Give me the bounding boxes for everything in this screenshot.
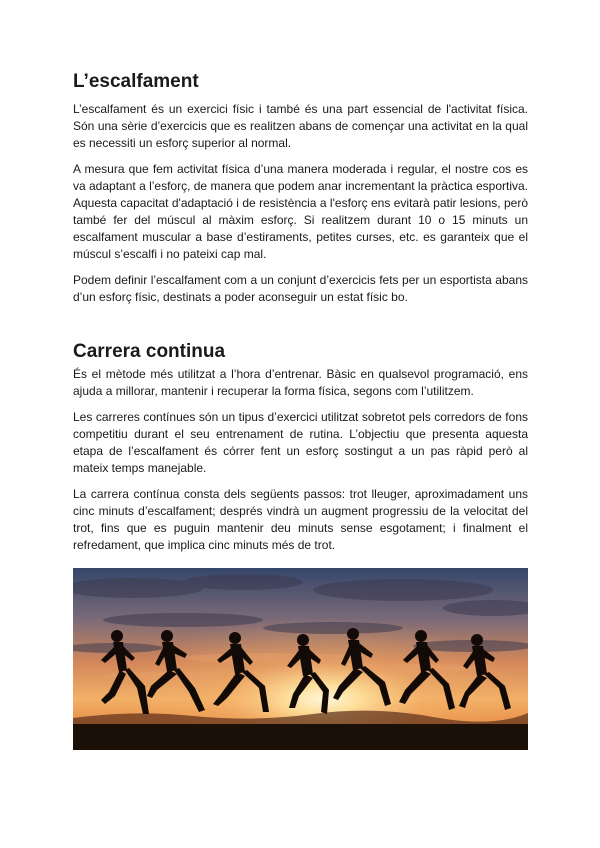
document-content xyxy=(73,70,528,750)
paragraph: L’escalfament és un exercici físic i també és una part essencial de l'activitat física. Són una sèrie d’exercicis que es realitzen abans de començar una activitat en la qual es necessiti un esforç superior al normal. xyxy=(73,102,528,150)
runners-sunset-photo xyxy=(73,568,528,750)
paragraph: A mesura que fem activitat física d’una manera moderada i regular, el nostre cos es va adaptant a l’esforç, de manera que podem anar incrementant la pràctica esportiva. Aquesta capacitat d'adaptació i de resistència a l'esforç ens evitarà patir lesions, però també fer del múscul al màxim esforç. Si realitzem durant 10 o 15 minuts un escalfament muscular a base d’estiraments, petites curses, etc. es garanteix que el múscul s’escalfi i no pateixi cap mal. xyxy=(73,162,528,261)
section-heading-escalfament: L’escalfament xyxy=(73,71,199,92)
section-heading-carrera-continua: Carrera continua xyxy=(73,341,226,362)
paragraph: Podem definir l’escalfament com a un conjunt d’exercicis fets per un esportista abans d’un esforç físic, destinats a poder aconseguir un estat físic bo. xyxy=(73,273,528,304)
paragraph: És el mètode més utilitzat a l’hora d’entrenar. Bàsic en qualsevol programació, ens ajuda a millorar, mantenir i recuperar la forma física, segons com l’utilitzem. xyxy=(73,367,528,398)
paragraph: La carrera contínua consta dels següents passos: trot lleuger, aproximadament uns cinc minuts d’escalfament; després vindrà un augment progressiu de la velocitat del trot, fins que es puguin mantenir deu minuts sense esgotament; i finalment el refredament, que implica cinc minuts més de trot. xyxy=(73,487,528,552)
ground xyxy=(73,724,528,750)
paragraph: Les carreres contínues són un tipus d’exercici utilitzat sobretot pels corredors de fons competitiu durant el seu entrenament de rutina. L’objectiu que presenta aquesta etapa de l’escalfament és córrer fent un esforç sostingut a un pas ràpid però al mateix temps manejable. xyxy=(73,410,528,475)
